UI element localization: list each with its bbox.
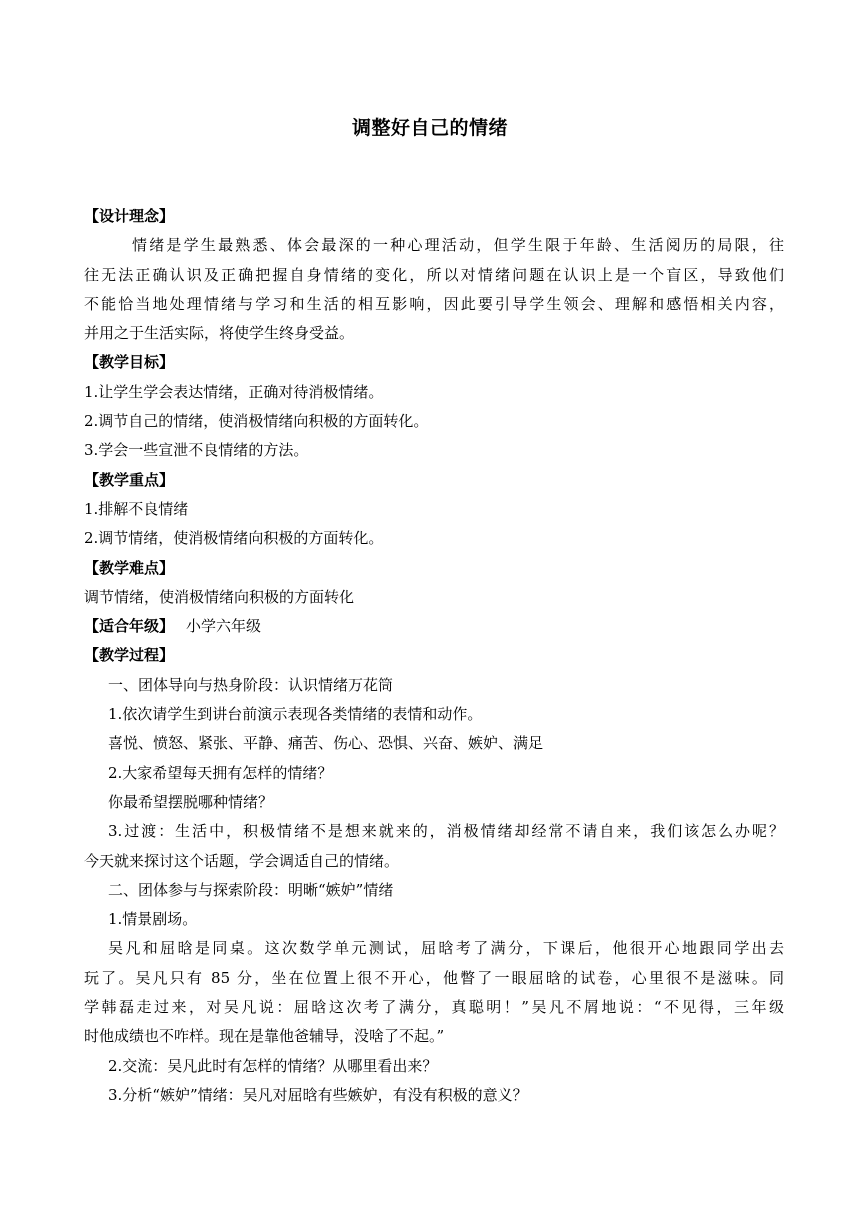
grade-text: 小学六年级	[186, 617, 262, 636]
story-line: 学韩磊走过来，对吴凡说：屈晗这次考了满分，真聪明！”吴凡不屑地说：“不见得，三年级	[84, 998, 784, 1017]
story-line: 玩了。吴凡只有 85 分，坐在位置上很不开心，他瞥了一眼屈晗的试卷，心里很不是滋味。同	[84, 968, 784, 987]
process-step: 1.情景剧场。	[108, 910, 198, 929]
process-step: 今天就来探讨这个话题，学会调适自己的情绪。	[84, 851, 400, 870]
process-step: 3.分析“嫉妒”情绪：吴凡对屈晗有些嫉妒，有没有积极的意义？	[108, 1085, 528, 1104]
section-heading-process: 【教学过程】	[84, 646, 175, 665]
process-step: 2.大家希望每天拥有怎样的情绪？	[108, 763, 333, 782]
section-heading-keypoints: 【教学重点】	[84, 470, 175, 489]
page-title: 调整好自己的情绪	[351, 117, 508, 139]
process-stage-1: 一、团体导向与热身阶段：认识情绪万花筒	[108, 675, 394, 694]
story-line: 时他成绩也不咋样。现在是靠他爸辅导，没啥了不起。”	[84, 1027, 445, 1046]
design-paragraph-line: 情绪是学生最熟悉、体会最深的一种心理活动，但学生限于年龄、生活阅历的局限，往	[132, 236, 784, 255]
process-stage-2: 二、团体参与与探索阶段：明晰“嫉妒”情绪	[108, 880, 394, 899]
process-step: 2.交流：吴凡此时有怎样的情绪？从哪里看出来？	[108, 1056, 438, 1075]
process-step: 你最希望摆脱哪种情绪？	[108, 792, 274, 811]
section-heading-goals: 【教学目标】	[84, 353, 175, 372]
grade-row	[84, 612, 784, 641]
difficulty-text: 调节情绪，使消极情绪向积极的方面转化	[84, 587, 355, 606]
process-step: 1.依次请学生到讲台前演示表现各类情绪的表情和动作。	[108, 705, 483, 724]
emotion-list: 喜悦、愤怒、紧张、平静、痛苦、伤心、恐惧、兴奋、嫉妒、满足	[108, 734, 544, 753]
goal-item: 2.调节自己的情绪，使消极情绪向积极的方面转化。	[84, 412, 429, 431]
section-heading-grade: 【适合年级】	[84, 617, 175, 636]
keypoint-item: 2.调节情绪，使消极情绪向积极的方面转化。	[84, 529, 384, 548]
design-paragraph-line: 不能恰当地处理情绪与学习和生活的相互影响，因此要引导学生领会、理解和感悟相关内容，	[84, 294, 784, 313]
keypoint-item: 1.排解不良情绪	[84, 499, 189, 518]
document-body	[84, 202, 784, 1110]
design-paragraph-line: 往无法正确认识及正确把握自身情绪的变化，所以对情绪问题在认识上是一个盲区，导致他们	[84, 265, 784, 284]
goal-item: 3.学会一些宣泄不良情绪的方法。	[84, 441, 309, 460]
process-step: 3.过渡：生活中，积极情绪不是想来就来的，消极情绪却经常不请自来，我们该怎么办呢？	[108, 822, 784, 841]
goal-item: 1.让学生学会表达情绪，正确对待消极情绪。	[84, 382, 384, 401]
story-line: 吴凡和屈晗是同桌。这次数学单元测试，屈晗考了满分，下课后，他很开心地跟同学出去	[108, 939, 784, 958]
section-heading-difficulty: 【教学难点】	[84, 558, 175, 577]
design-paragraph-line: 并用之于生活实际，将使学生终身受益。	[84, 324, 355, 343]
section-heading-design: 【设计理念】	[84, 207, 175, 225]
